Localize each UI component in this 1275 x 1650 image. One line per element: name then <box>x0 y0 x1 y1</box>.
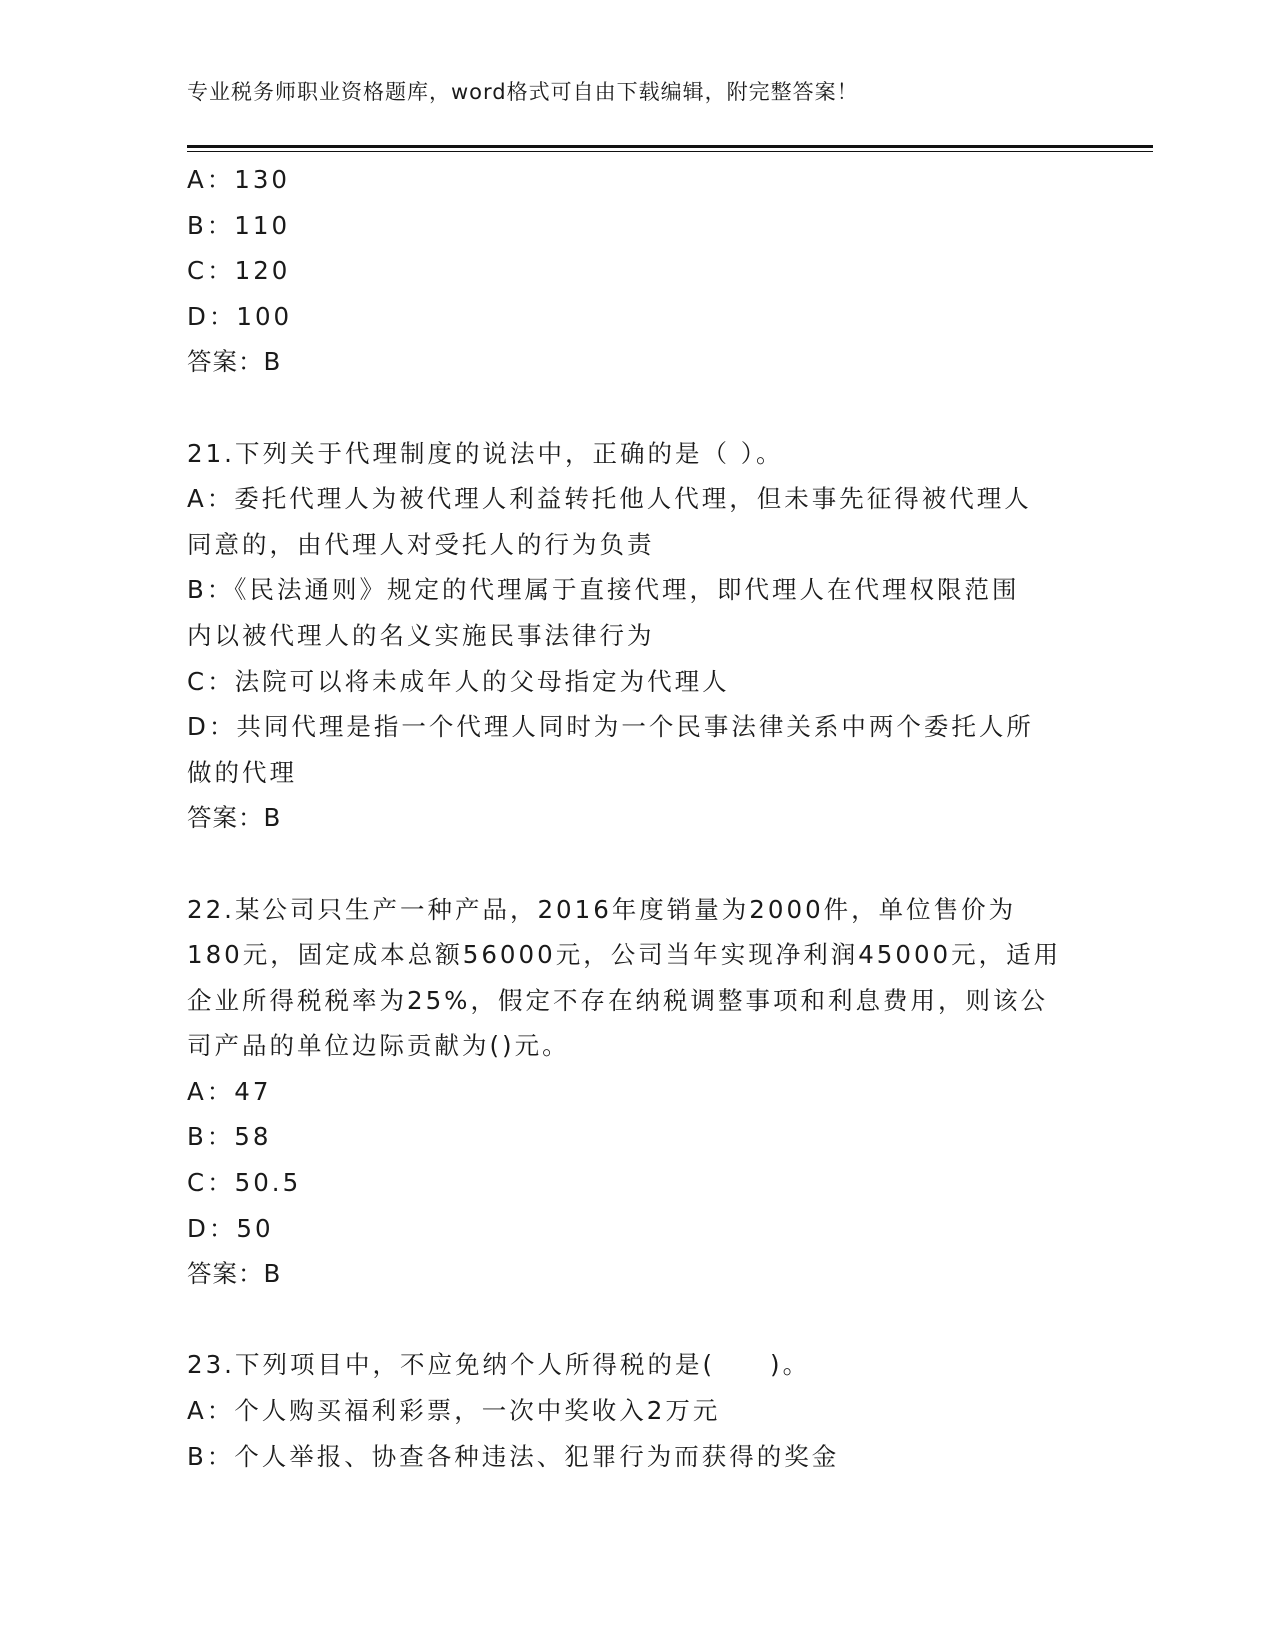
document-header: 专业税务师职业资格题库，word格式可自由下载编辑，附完整答案！ <box>187 80 859 104</box>
q22-stem-line1: 22.某公司只生产一种产品，2016年度销量为2000件，单位售价为 <box>187 894 1017 924</box>
q20-option-a: A：130 <box>187 165 291 194</box>
header-rule-thin <box>187 151 1153 152</box>
q22-option-c: C：50.5 <box>187 1168 302 1198</box>
q21-option-a-line2: 同意的，由代理人对受托人的行为负责 <box>187 529 655 559</box>
q21-answer: 答案：B <box>187 803 282 833</box>
q21-option-d-line1: D：共同代理是指一个代理人同时为一个民事法律关系中两个委托人所 <box>187 712 1034 742</box>
q20-answer: 答案：B <box>187 347 282 377</box>
q23-option-a: A：个人购买福利彩票，一次中奖收入2万元 <box>187 1396 721 1426</box>
q20-option-c: C：120 <box>187 256 291 286</box>
q22-stem-line2: 180元，固定成本总额56000元，公司当年实现净利润45000元，适用 <box>187 940 1062 970</box>
q21-option-a-line1: A：委托代理人为被代理人利益转托他人代理，但未事先征得被代理人 <box>187 484 1032 514</box>
q20-option-b: B：110 <box>187 210 291 240</box>
q23-stem: 23.下列项目中，不应免纳个人所得税的是( )。 <box>187 1350 811 1380</box>
q22-stem-line4: 司产品的单位边际贡献为()元。 <box>187 1031 570 1061</box>
q20-option-d: D：100 <box>187 301 293 331</box>
q22-stem-line3: 企业所得税税率为25%，假定不存在纳税调整事项和利息费用，则该公 <box>187 985 1048 1015</box>
header-rule-thick <box>187 145 1153 148</box>
q22-option-d: D：50 <box>187 1213 274 1243</box>
q22-answer: 答案：B <box>187 1259 282 1289</box>
q22-option-a: A：47 <box>187 1076 272 1106</box>
q21-option-b-line1: B：《民法通则》规定的代理属于直接代理，即代理人在代理权限范围 <box>187 575 1020 605</box>
q22-option-b: B：58 <box>187 1122 272 1152</box>
question-content <box>187 157 1087 1479</box>
q21-option-d-line2: 做的代理 <box>187 757 297 787</box>
q21-stem: 21.下列关于代理制度的说法中，正确的是（ ）。 <box>187 438 784 468</box>
q23-option-b: B：个人举报、协查各种违法、犯罪行为而获得的奖金 <box>187 1441 840 1471</box>
q21-option-c: C：法院可以将未成年人的父母指定为代理人 <box>187 666 730 696</box>
q21-option-b-line2: 内以被代理人的名义实施民事法律行为 <box>187 620 655 650</box>
